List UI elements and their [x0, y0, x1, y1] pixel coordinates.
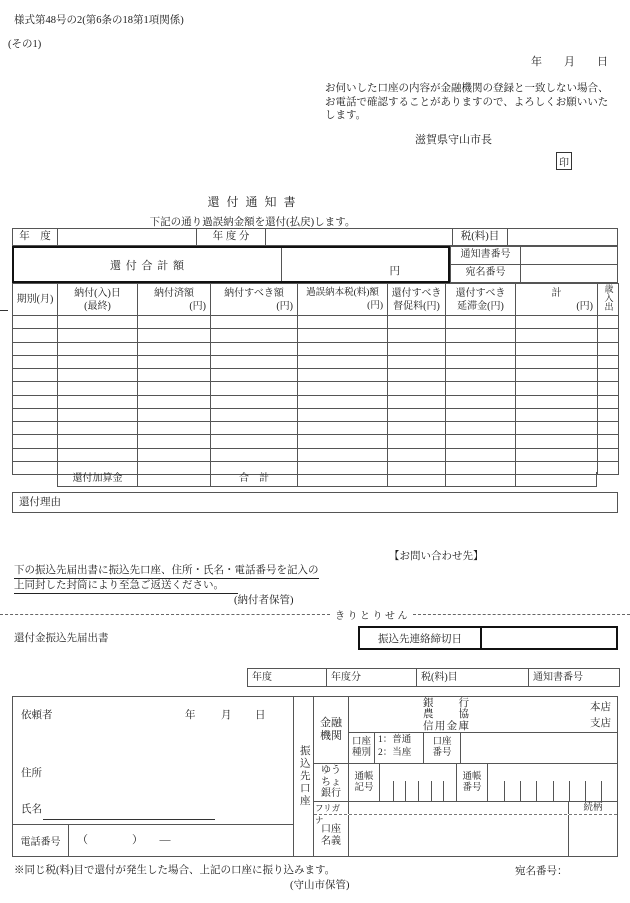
margin-tick	[0, 310, 8, 311]
requester-section	[13, 697, 294, 856]
furigana-label: フリガナ	[314, 802, 349, 814]
refund-addition-value-cell	[138, 472, 211, 486]
name-label: 氏名	[21, 804, 42, 815]
addressee-number-label: 宛名番号	[451, 265, 521, 283]
table-row	[13, 369, 619, 382]
instruction-line1: 下の振込先届出書に振込先口座、住所・氏名・電話番号を記入の	[14, 562, 319, 579]
furigana-row	[314, 801, 617, 825]
passbook-number-label-cell	[457, 764, 488, 801]
tax-item-label: 税(料)目	[453, 229, 508, 245]
summary-year-row	[12, 228, 618, 246]
table-row	[13, 342, 619, 355]
col-overpaid-principal: 過誤納本税(料)額 (円)	[298, 284, 388, 316]
furigana-value-cell	[349, 802, 568, 814]
grand-total-value-cell	[298, 472, 388, 486]
bank-option: 銀 行	[423, 698, 469, 709]
refund-reason-box	[12, 492, 618, 513]
table-row	[13, 329, 619, 342]
account-holder-row	[314, 815, 617, 856]
mini-tax-item-cell: 税(料)目	[417, 669, 529, 686]
col-paid-amount: 納付済額 (円)	[138, 284, 211, 316]
passbook-number-label: 通帳番号	[462, 771, 482, 793]
account-holder-value-cell	[349, 815, 568, 856]
account-number-label: 口座番号	[432, 737, 452, 758]
footnote: ※同じ税(料)目で還付が発生した場合、上記の口座に振り込みます。	[14, 865, 336, 876]
col-payment-date: 納付(入)日 (最終)	[58, 284, 138, 316]
empty-cell	[388, 472, 446, 486]
notice-paragraph	[325, 82, 610, 123]
transfer-account-column	[294, 697, 314, 856]
issuer-name: 滋賀県守山市長	[415, 134, 492, 146]
passbook-symbol-label-cell	[349, 764, 380, 801]
branch-label: 支店	[590, 718, 611, 729]
yucho-row	[314, 763, 617, 801]
financial-institution-label-cell	[314, 697, 349, 763]
date-year-label: 年	[185, 710, 196, 721]
refund-addition-label: 還付加算金	[58, 472, 138, 486]
credit-union-option: 信用金庫	[423, 720, 469, 732]
account-type-label: 口座種別	[351, 737, 371, 758]
refund-table	[12, 283, 619, 475]
name-underline	[43, 819, 215, 820]
financial-institution-label: 金融機関	[319, 717, 342, 742]
head-office-label: 本店	[590, 702, 611, 713]
col-due-amount: 納付すべき額 (円)	[211, 284, 298, 316]
report-mini-header	[247, 668, 620, 687]
table-row	[13, 435, 619, 448]
form-part: (その1)	[8, 39, 42, 50]
table-row	[13, 422, 619, 435]
cut-line-dashes-left	[0, 614, 330, 615]
account-type-current: 2：当座	[378, 748, 412, 758]
bank-name-row	[349, 697, 617, 733]
fiscal-year-value-cell	[58, 229, 197, 245]
document-title: 還 付 通 知 書	[207, 195, 298, 209]
deadline-value-cell	[482, 628, 616, 648]
document-subtitle: 下記の通り過誤納金額を還付(払戻)します。	[149, 217, 356, 228]
refund-total-value-cell	[282, 248, 448, 281]
account-number-label-cell	[424, 733, 461, 763]
refund-table-header-row	[13, 284, 619, 316]
phone-label: 電話番号	[13, 825, 69, 856]
empty-cell	[446, 472, 516, 486]
col-refund-demand-fee: 還付すべき 督促料(円)	[388, 284, 446, 316]
addressee-number-value-cell	[521, 265, 617, 283]
col-refund-late-charge: 還付すべき 延滞金(円)	[446, 284, 516, 316]
col-revenue-in-out: 歳入出	[598, 284, 619, 316]
table-row	[13, 316, 619, 329]
fiscal-year-label: 年 度	[13, 229, 58, 245]
date-month-label: 月	[221, 710, 232, 721]
table-row	[13, 448, 619, 461]
deadline-label: 振込先連絡締切日	[360, 628, 482, 648]
grand-total-label: 合 計	[211, 472, 298, 486]
report-title: 還付金振込先届出書	[14, 633, 109, 644]
account-type-label-cell	[349, 733, 375, 763]
year-portion-label: 年 度 分	[197, 229, 266, 245]
refund-reason-label: 還付理由	[19, 497, 61, 508]
mini-year-portion-cell: 年度分	[327, 669, 417, 686]
notice-paragraph-line2: お電話で確認することがありますので、よろしくお願いいた	[325, 96, 609, 108]
agricultural-coop-option: 農 協	[423, 709, 469, 721]
refund-total-label: 還 付 合 計 額	[14, 248, 282, 281]
transfer-report-box	[12, 696, 618, 857]
form-code: 様式第48号の2(第6条の18第1項関係)	[14, 15, 184, 26]
col-total: 計 (円)	[516, 284, 598, 316]
seal-box	[556, 152, 572, 170]
deadline-box	[358, 626, 618, 650]
phone-format-cell: （ ） ―	[77, 834, 171, 846]
cut-line-dashes-right	[413, 614, 630, 615]
yen-unit: 円	[389, 266, 400, 277]
seal-character: 印	[559, 157, 569, 169]
address-label: 住所	[21, 768, 42, 779]
phone-row	[13, 824, 294, 856]
contact-heading: 【お問い合わせ先】	[389, 551, 484, 562]
table-row	[13, 382, 619, 395]
tax-item-value-cell	[508, 229, 617, 245]
relation-label: 続柄	[568, 802, 617, 814]
passbook-number-digits	[488, 764, 617, 801]
empty-cell	[516, 472, 596, 486]
addressee-number-note: 宛名番号：	[515, 866, 568, 877]
instruction-line2: 上同封した封筒により至急ご返送ください。	[14, 577, 238, 594]
date-day-label: 日	[255, 710, 266, 721]
issue-date-line: 年 月 日	[531, 56, 608, 68]
account-holder-label: 口座名義	[321, 824, 341, 847]
notice-paragraph-line1: お伺いした口座の内容が金融機関の登録と一致しない場合、	[325, 83, 609, 94]
relation-value-cell	[568, 815, 617, 856]
notice-paragraph-line3: します。	[325, 110, 367, 121]
cut-line-label: き り と り せ ん	[335, 611, 408, 622]
table-row	[13, 355, 619, 368]
passbook-symbol-digits	[380, 764, 457, 801]
yucho-label-cell	[314, 764, 349, 801]
account-holder-label-cell	[314, 815, 349, 856]
yucho-bank-label: ゆうちょ銀行	[321, 765, 341, 800]
city-copy-label: (守山市保管)	[290, 880, 350, 891]
cut-line	[0, 607, 630, 622]
account-type-options-cell	[375, 733, 424, 763]
account-number-value-cell	[461, 733, 617, 763]
mini-year-cell: 年度	[248, 669, 327, 686]
refund-total-box	[12, 246, 450, 283]
transfer-account-label: 振込先口座	[298, 745, 310, 808]
notice-number-value-cell	[521, 247, 617, 264]
account-type-ordinary: 1：普通	[378, 735, 412, 745]
requester-label: 依頼者	[21, 710, 53, 721]
year-portion-value-cell	[266, 229, 453, 245]
refund-addition-row	[57, 472, 597, 487]
table-row	[13, 408, 619, 421]
table-row	[13, 395, 619, 408]
passbook-symbol-label: 通帳記号	[354, 771, 374, 793]
summary-numbers-block	[450, 246, 618, 283]
account-type-row	[349, 733, 617, 763]
col-period: 期別(月)	[13, 284, 58, 316]
bank-details-section	[314, 697, 617, 856]
payer-copy-label: (納付者保管)	[234, 595, 294, 606]
notice-number-label: 通知書番号	[451, 247, 521, 264]
mini-notice-no-cell: 通知書番号	[533, 672, 583, 683]
